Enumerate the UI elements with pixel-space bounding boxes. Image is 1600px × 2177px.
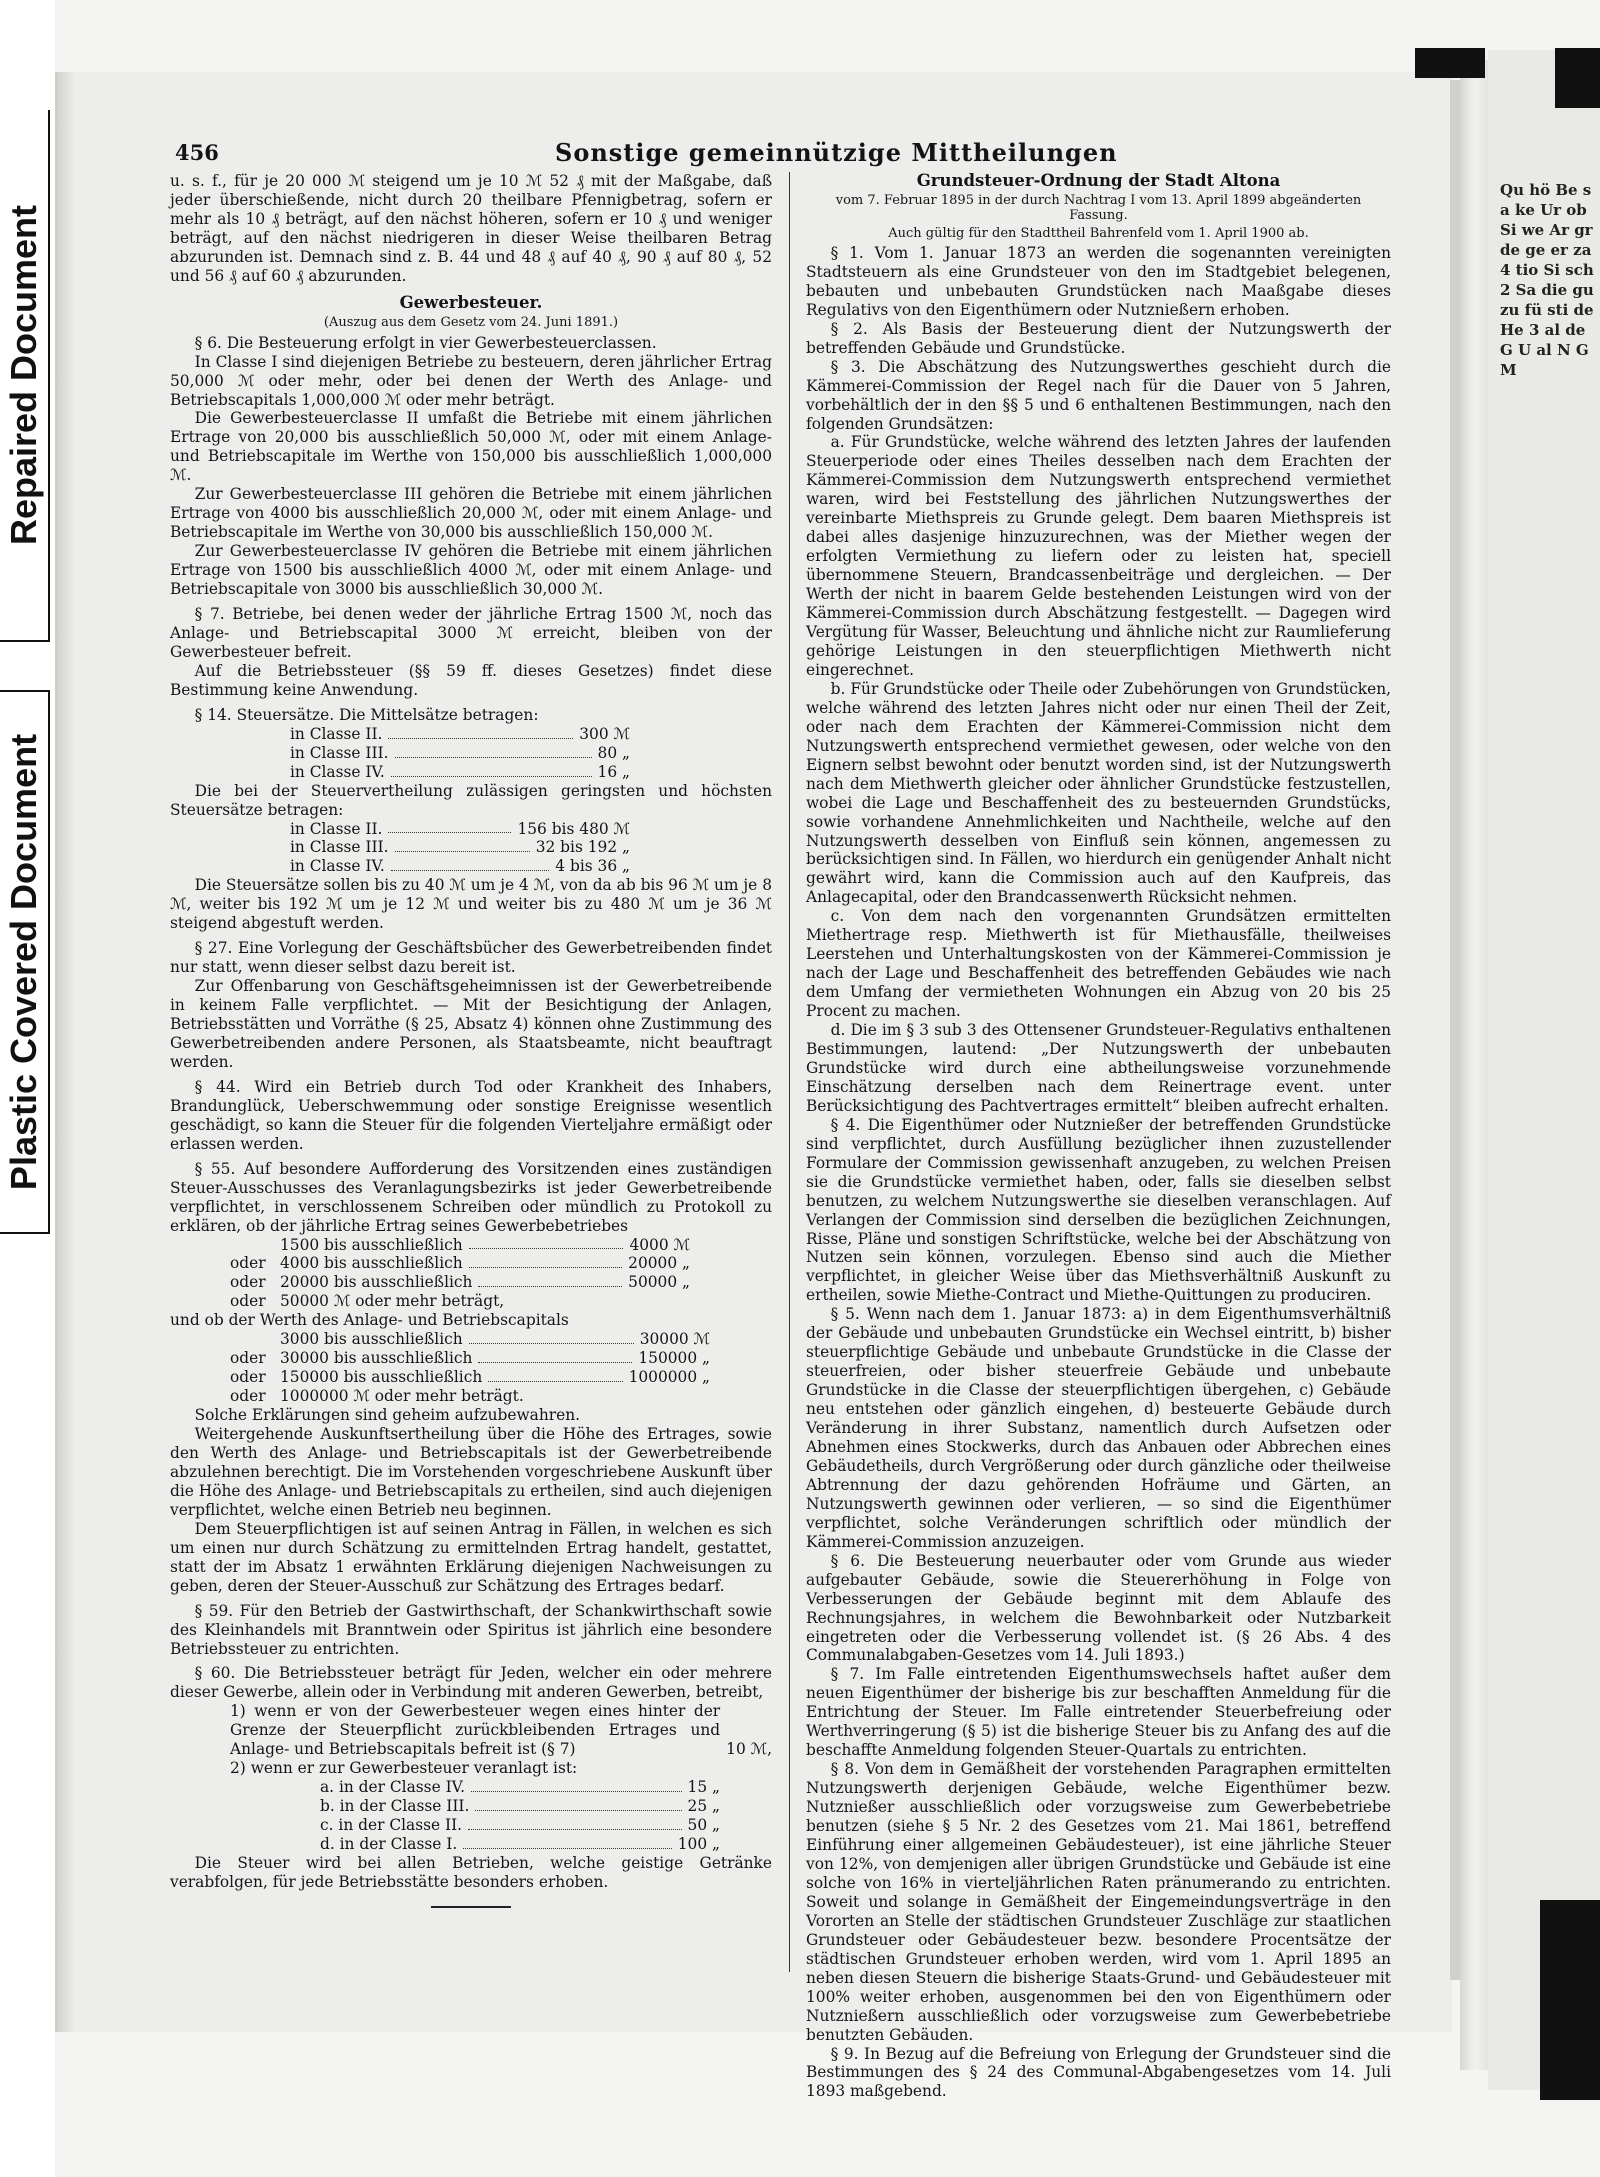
table-row: oder 30000 bis ausschließlich 150000 „ — [230, 1349, 710, 1368]
paragraph: In Classe I sind diejenigen Betriebe zu besteuern, deren jährlicher Ertrag 50,000 ℳ oder mehr, oder bei denen der Werth des Anlage- und Betriebscapitals 1,000,000 ℳ oder mehr beträgt. — [170, 352, 772, 409]
page-shadow — [55, 72, 75, 2032]
table-row: in Classe III. 80 „ — [290, 743, 630, 762]
table-row: in Classe II. 156 bis 480 ℳ — [290, 819, 630, 838]
paragraph: § 9. In Bezug auf die Befreiung von Erlegung der Grundsteuer sind die Bestimmungen des § 24 des Communal-Abgabengesetzes vom 14. Juli 1893 maßgebend. — [806, 2044, 1391, 2101]
section-note: Auch gültig für den Stadttheil Bahrenfeld vom 1. April 1900 ab. — [888, 225, 1309, 241]
table-row: in Classe III. 32 bis 192 „ — [290, 838, 630, 857]
paragraph: § 6. Die Besteuerung neuerbauter oder vom Grunde aus wieder aufgebauter Gebäude, sowie die Steuererhöhung in Folge von Verbesserungen der Gebäude beginnt mit dem Ablaufe des Rechnungsjahres, in welchem die Bewohnbarkeit oder Nutzbarkeit eingetreten oder die Verbesserung vollendet ist. (§ 26 Abs. 4 des Communalabgaben-Gesetzes vom 14. Juli 1893.) — [806, 1551, 1391, 1665]
paragraph: § 59. Für den Betrieb der Gastwirthschaft, der Schankwirthschaft sowie des Kleinhandels mit Branntwein oder Spiritus ist jährlich eine besondere Betriebssteuer zu entrichten. — [170, 1601, 772, 1658]
section-note: vom 7. Februar 1895 in der durch Nachtrag I vom 13. April 1899 abgeänderten Fassung. — [835, 192, 1362, 223]
table-row: d. in der Classe I. 100 „ — [320, 1835, 720, 1854]
paragraph: § 4. Die Eigenthümer oder Nutznießer der betreffenden Grundstücke sind verpflichtet, durch Ausfüllung bezüglicher ihnen zuzustellender Formulare der Commission gewissenhaft anzugeben, zu welchen Preisen sie die Grundstücke vermiethet haben, oder, falls sie dieselben selbst benutzen, zu welchem Nutzungswerthe sie dieselben veranschlagen. Auf Verlangen der Commission sind derselben die bezüglichen Zeichnungen, Risse, Pläne und sonstigen Schriftstücke, welche bei der Abschätzung von Nutzen sein können, vorzulegen. Ebenso sind auch die Miether verpflichtet, in gleicher Weise über das Miethsverhältniß Auskunft zu ertheilen, sowie Miethe-Contract und Miethe-Quittungen zu produciren. — [806, 1115, 1391, 1305]
table-row: oder 150000 bis ausschließlich 1000000 „ — [230, 1368, 710, 1387]
paragraph: Zur Gewerbesteuerclasse III gehören die Betriebe mit einem jährlichen Ertrage von 4000 bis ausschließlich 20,000 ℳ, oder mit einem Anlage- und Betriebscapitale im Werthe von 30,000 bis ausschließlich 150,000 ℳ. — [170, 485, 772, 542]
paragraph: § 5. Wenn nach dem 1. Januar 1873: a) in dem Eigenthumsverhältniß der Gebäude und unbebauten Grundstücke ein Wechsel eintritt, b) bisher steuerpflichtige Gebäude und unbebaute Grundstücke in die Classe der steuerfreien, oder bisher steuerfreie Gebäude und unbebaute Grundstücke in die Classe der steuerpflichtigen übergehen, c) Gebäude neu entstehen oder gänzlich eingehen, d) besteuerte Gebäude durch Veränderung in ihrer Substanz, namentlich durch Aufsetzen oder Abnehmen eines Stockwerks, durch das Anbauen oder Abbrechen eines Gebäudetheils, durch Vergrößerung oder durch gänzliche oder theilweise Abtrennung der dazu gehörenden Hofräume und Gärten, an Nutzungswerth gewinnen oder verlieren, — so sind die Eigenthümer verpflichtet, solche Veränderungen schriftlich oder mündlich der Kämmerei-Commission anzuzeigen. — [806, 1305, 1391, 1551]
list-item: 1) wenn er von der Gewerbesteuer wegen eines hinter der Grenze der Steuerpflicht zurückbleibenden Ertrages und Anlage- und Betriebscapitals befreit ist (§ 7) 10 ℳ, — [230, 1702, 772, 1759]
paragraph: Die bei der Steuervertheilung zulässigen geringsten und höchsten Steuersätze betragen: — [170, 781, 772, 819]
book-gutter — [1460, 60, 1490, 2070]
column-divider — [789, 172, 790, 1972]
paragraph: und ob der Werth des Anlage- und Betriebscapitals — [170, 1311, 569, 1330]
paragraph: § 7. Im Falle eintretenden Eigenthumswechsels haftet außer dem neuen Eigenthümer der bisherige bis zur beschafften Anmeldung für die Entrichtung der Steuer. Im Falle eintretender Steuerbefreiung oder Werthverringerung (§ 5) ist die bisherige Steuer bis zu Anfang des auf die beschaffte Anmeldung folgenden Steuer-Quartals zu entrichten. — [806, 1665, 1391, 1760]
paragraph: Die Gewerbesteuerclasse II umfaßt die Betriebe mit einem jährlichen Ertrage von 20,000 bis ausschließlich 50,000 ℳ, oder mit einem Anlage- und Betriebscapitale im Werthe von 150,000 bis ausschließlich 1,000,000 ℳ. — [170, 409, 772, 485]
end-rule — [431, 1906, 511, 1908]
paragraph: Solche Erklärungen sind geheim aufzubewahren. — [194, 1406, 581, 1425]
section-heading: Gewerbesteuer. — [399, 292, 543, 312]
list-item: 2) wenn er zur Gewerbesteuer veranlagt ist: — [230, 1759, 578, 1778]
table-row: c. in der Classe II. 50 „ — [320, 1816, 720, 1835]
table-row: 1500 bis ausschließlich 4000 ℳ — [280, 1235, 690, 1254]
paragraph: c. Von dem nach den vorgenannten Grundsätzen ermittelten Miethertrage resp. Miethwerth ist für Miethausfälle, theilweises Leerstehen und Unterhaltungskosten von der Kämmerei-Commission je nach der Lage und Beschaffenheit des betreffenden Gebäudes wie nach dem Umfang der vermietheten Wohnungen ein Abzug von 20 bis 25 Procent zu machen. — [806, 907, 1391, 1021]
paragraph: § 14. Steuersätze. Die Mittelsätze betragen: — [194, 705, 539, 724]
section-heading: Grundsteuer-Ordnung der Stadt Altona — [916, 171, 1281, 190]
paragraph: § 2. Als Basis der Besteuerung dient der Nutzungswerth der betreffenden Gebäude und Grundstücke. — [806, 319, 1391, 357]
table-row: oder 1000000 ℳ oder mehr beträgt. — [230, 1387, 524, 1406]
left-column — [170, 172, 772, 1908]
paragraph: § 7. Betriebe, bei denen weder der jährliche Ertrag 1500 ℳ, noch das Anlage- und Betriebscapital 3000 ℳ erreicht, bleiben von der Gewerbesteuer befreit. — [170, 605, 772, 661]
paragraph: § 60. Die Betriebssteuer beträgt für Jeden, welcher ein oder mehrere dieser Gewerbe, allein oder in Verbindung mit anderen Gewerben, betreibt, — [170, 1664, 772, 1702]
scan-background-corner-right — [1555, 48, 1600, 108]
paragraph: Dem Steuerpflichtigen ist auf seinen Antrag in Fällen, in welchen es sich um einen nur durch Schätzung zu ermittelnden Ertrag handelt, gestattet, statt der im Absatz 1 erwähnten Erklärung diejenigen Nachweisungen zu geben, deren der Steuer-Ausschuß zur Schätzung des Ertrages bedarf. — [170, 1519, 772, 1595]
class-table — [170, 1778, 772, 1854]
page-number: 456 — [175, 140, 219, 165]
scan-background-bottom-right — [1540, 1900, 1600, 2100]
rate-table — [170, 725, 772, 782]
plastic-covered-document-label: Plastic Covered Document — [0, 690, 50, 1234]
paragraph: § 1. Vom 1. Januar 1873 an werden die sogenannten vereinigten Stadtsteuern als eine Grundsteuer von den im Stadtgebiet belegenen, bebauten und unbebauten Grundstücken nach Maaßgabe dieses Regulativs von den Eigenthümern oder Nutznießern erhoben. — [806, 243, 1391, 319]
right-column — [806, 172, 1391, 2101]
paragraph: § 6. Die Besteuerung erfolgt in vier Gewerbesteuerclassen. — [194, 333, 657, 352]
table-row: oder 4000 bis ausschließlich 20000 „ — [230, 1254, 690, 1273]
paragraph: Zur Offenbarung von Geschäftsgeheimnissen ist der Gewerbetreibende in keinem Falle verpflichtet. — Mit der Besichtigung der Anlagen, Betriebsstätten und Vorräthe (§ 25, Absatz 4) können ohne Zustimmung des Gewerbetreibenden andere Personen, als Staatsbeamte, nicht beauftragt werden. — [170, 977, 772, 1071]
range-table — [170, 820, 772, 877]
table-row: in Classe IV. 4 bis 36 „ — [290, 857, 630, 876]
paragraph: Zur Gewerbesteuerclasse IV gehören die Betriebe mit einem jährlichen Ertrage von 1500 bis ausschließlich 4000 ℳ, oder mit einem Anlage- und Betriebscapitale von 3000 bis ausschließlich 30,000 ℳ. — [170, 542, 772, 599]
paragraph: d. Die im § 3 sub 3 des Ottensener Grundsteuer-Regulativs enthaltenen Bestimmungen, lautend: „Der Nutzungswerth der unbebauten Grundstücke wird durch eine abtheilungsweise vorzunehmende Einschätzung derselben nach dem Reinertrage event. unter Berücksichtigung des Pachtvertrages ermittelt“ bleiben aufrecht erhalten. — [806, 1021, 1391, 1115]
paragraph: a. Für Grundstücke, welche während des letzten Jahres der laufenden Steuerperiode oder eines Theiles desselben nach dem Erachten der Kämmerei-Commission dem Nutzungswerth entsprechend vermiethet waren, wird bei Feststellung des jährlichen Nutzungswerthes der vereinbarte Miethspreis zu Grunde gelegt. Dem baaren Miethspreis ist dabei alles dasjenige hinzuzurechnen, was der Miether wegen der erfolgten Vermiethung zu liefern oder zu leisten hat, speciell übernommene Steuern, Brandcassenbeiträge und dergleichen. — Der Werth der nicht in baarem Gelde bestehenden Leistungen wird von der Kämmerei-Commission durch Abschätzung festgestellt. — Dagegen wird Vergütung für Wasser, Beleuchtung und ähnliche nicht zur Raumlieferung gehörige Leistungen in den steuerpflichtigen Miethwerth nicht eingerechnet. — [806, 433, 1391, 679]
paragraph: Weitergehende Auskunftsertheilung über die Höhe des Ertrages, sowie den Werth des Anlage- und Betriebscapitals ist der Gewerbetreibende abzulehnen berechtigt. Die im Vorstehenden vorgeschriebene Auskunft über die Höhe des Anlage- und Betriebscapitals zu ertheilen, sind auch diejenigen verpflichtet, welche einen Betrieb neu beginnen. — [170, 1425, 772, 1519]
section-subheading: (Auszug aus dem Gesetz vom 24. Juni 1891.) — [323, 314, 619, 330]
table-row: oder 20000 bis ausschließlich 50000 „ — [230, 1273, 690, 1292]
paragraph: § 8. Von dem in Gemäßheit der vorstehenden Paragraphen ermittelten Nutzungswerth derjenigen Gebäude, welche Eigenthümer bezw. Nutznießer ausschließlich oder vorzugsweise zum Gewerbebetriebe benutzen (siehe § 5 Nr. 2 des Gesetzes vom 21. Mai 1861, betreffend Einführung einer allgemeinen Gebäudesteuer), ist eine jährliche Steuer von 12%, von demjenigen aller übrigen Grundstücke und Gebäude ist eine solche von 16% in vierteljährlichen Raten pränumerando zu entrichten. Soweit und solange in Gemäßheit der Eingemeindungsverträge in den Vororten an Stelle der städtischen Grundsteuer Zuschläge zur staatlichen Grundsteuer oder Gebäudesteuer bezw. besondere Procentsätze der städtischen Grundsteuer erhoben werden, wird vom 1. April 1895 an neben diesen Steuern die bisherige Staats-Grund- und Gebäudesteuer mit 100% weiter erhoben, ausgenommen bei den von Eigenthümern oder Nutznießern ausschließlich oder vorzugsweise zum Gewerbebetriebe benutzten Gebäuden. — [806, 1760, 1391, 2044]
table-row: 3000 bis ausschließlich 30000 ℳ — [280, 1330, 710, 1349]
paragraph: § 44. Wird ein Betrieb durch Tod oder Krankheit des Inhabers, Brandunglück, Ueberschwemmung oder sonstige Ereignisse wesentlich geschädigt, so kann die Steuer für die folgenden Vierteljahre ermäßigt oder erlassen werden. — [170, 1077, 772, 1153]
capital-table — [170, 1330, 772, 1406]
table-row: a. in der Classe IV. 15 „ — [320, 1778, 720, 1797]
running-title: Sonstige gemeinnützige Mittheilungen — [555, 138, 1118, 167]
scan-background-corner — [1415, 48, 1485, 78]
betriebssteuer-list — [170, 1702, 772, 1778]
paragraph: Die Steuer wird bei allen Betrieben, welche geistige Getränke verabfolgen, für jede Betriebsstätte besonders erhoben. — [170, 1854, 772, 1891]
paragraph: § 27. Eine Vorlegung der Geschäftsbücher des Gewerbetreibenden findet nur statt, wenn dieser selbst dazu bereit ist. — [170, 939, 772, 977]
paragraph: u. s. f., für je 20 000 ℳ steigend um je 10 ℳ 52 ₰ mit der Maßgabe, daß jeder überschießende, nicht durch 20 theilbare Pfennigbetrag, sofern er mehr als 10 ₰ beträgt, auf den nächst höheren, sofern er 10 ₰ und weniger beträgt, auf den nächst niedrigeren in dieser Weise theilbaren Betrag abzurunden ist. Demnach sind z. B. 44 und 48 ₰ auf 40 ₰, 90 ₰ auf 80 ₰, 52 und 56 ₰ auf 60 ₰ abzurunden. — [170, 172, 772, 285]
paragraph: § 55. Auf besondere Aufforderung des Vorsitzenden eines zuständigen Steuer-Ausschusses des Veranlagungsbezirks ist jeder Gewerbetreibende verpflichtet, in verschlossenem Schreiben oder mündlich zu Protokoll zu erklären, ob der jährliche Ertrag seines Gewerbebetriebes — [170, 1159, 772, 1235]
paragraph: b. Für Grundstücke oder Theile oder Zubehörungen von Grundstücken, welche während des letzten Jahres nicht oder nur einen Theil der Zeit, oder nach dem Erachten der Kämmerei-Commission nicht dem Nutzungswerth entsprechend vermiethet gewesen, oder welche von den Eignern selbst bewohnt oder benutzt worden sind, ist der Nutzungswerth nach dem Miethwerth gleicher oder ähnlicher Grundstücke festzustellen, wobei die Lage und Beschaffenheit des zu besteuernden Grundstücks, sowie vorhandene Annehmlichkeiten und Nachtheile, welche auf den Nutzungswerth desselben von Einfluß sein können, angemessen zu berücksichtigen sind. In Fällen, wo hierdurch ein genügender Anhalt nicht gewährt wird, kann die Commission auch auf den Kaufpreis, das Anlagecapital, oder den Brandcassenwerth Rücksicht nehmen. — [806, 679, 1391, 907]
ertrag-table — [170, 1236, 772, 1312]
paragraph: Die Steuersätze sollen bis zu 40 ℳ um je 4 ℳ, von da ab bis 96 ℳ um je 8 ℳ, weiter bis 192 ℳ um je 12 ℳ und weiter bis zu 480 ℳ um je 36 ℳ steigend abgestuft werden. — [170, 876, 772, 933]
repaired-document-label: Repaired Document — [0, 110, 50, 642]
paragraph: § 3. Die Abschätzung des Nutzungswerthes geschieht durch die Kämmerei-Commission der Regel nach für die Dauer von 5 Jahren, vorbehältlich der in den §§ 5 und 6 enthaltenen Bestimmungen, nach den folgenden Grundsätzen: — [806, 357, 1391, 433]
facing-page-text: Qu hö Be sa ke Ur ob Si we Ar gr de ge er za 4 tio Si sch 2 Sa die gu zu fü sti de He 3 al de G U al N G M — [1500, 181, 1594, 379]
table-row: in Classe IV. 16 „ — [290, 762, 630, 781]
table-row: b. in der Classe III. 25 „ — [320, 1797, 720, 1816]
table-row: in Classe II. 300 ℳ — [290, 724, 630, 743]
paragraph: Auf die Betriebssteuer (§§ 59 ff. dieses Gesetzes) findet diese Bestimmung keine Anwendung. — [170, 661, 772, 699]
table-row: oder 50000 ℳ oder mehr beträgt, — [230, 1292, 505, 1311]
